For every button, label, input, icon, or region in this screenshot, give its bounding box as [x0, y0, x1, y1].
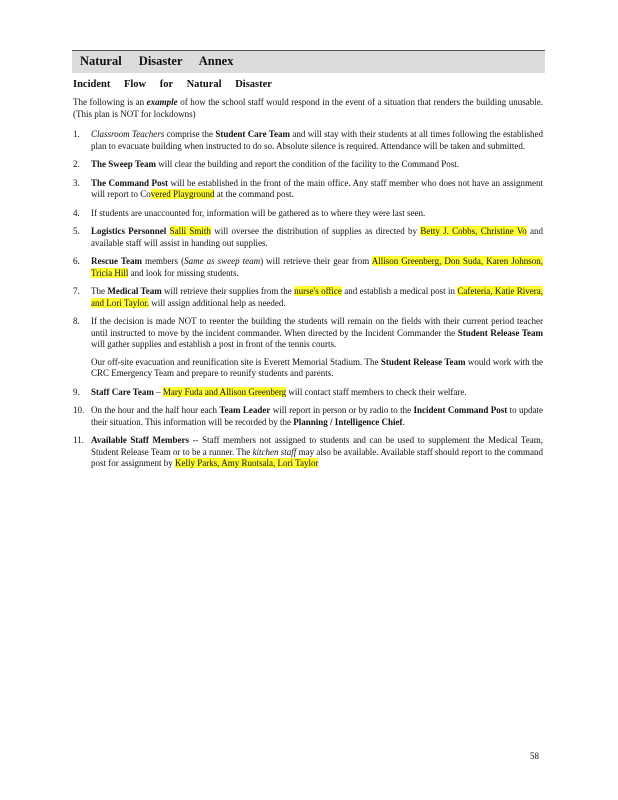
list-item: 8. If the decision is made NOT to reenter the building the students will remain on the fields with their current period teacher until instructed to move by the incident commander. When directed by the Incident Commander the Student Release Team will gather supplies and establish a post in front of the tennis courts. Our off-site evacuation and reunification site is Everett Memorial Stadium. The Student Release Team would work with the CRC Emergency Team and prepare to reunify students and parents. — [73, 316, 543, 378]
list-item: 7. The Medical Team will retrieve their supplies from the nurse's office and establish a medical post in Cafeteria, Katie Rivera, and Lori Taylor. will assign additional help as needed. — [73, 286, 543, 308]
list-item: 6. Rescue Team members (Same as sweep team) will retrieve their gear from Allison Greenberg, Don Suda, Karen Johnson, Tricia Hill and look for missing students. — [73, 256, 543, 278]
page-title: Natural Disaster Annex — [80, 54, 234, 68]
list-item: 10. On the hour and the half hour each Team Leader will report in person or by radio to the Incident Command Post to update their situation. This information will be recorded by the Planning / Intelligence Chief. — [73, 405, 543, 427]
title-banner — [72, 50, 545, 73]
list-item: 9. Staff Care Team – Mary Fuda and Allison Greenberg will contact staff members to check their welfare. — [73, 386, 467, 397]
offsite-evacuation-paragraph: Our off-site evacuation and reunification site is Everett Memorial Stadium. The Student Release Team would work with the CRC Emergency Team and prepare to reunify students and parents. — [91, 356, 543, 378]
list-item: 3. The Command Post will be established in the front of the main office. Any staff member who does not have an assignment will report to Covered Playground at the command post. — [73, 177, 543, 199]
page-number: 58 — [530, 751, 539, 761]
list-item: 11. Available Staff Members -- Staff members not assigned to students and can be used to supplement the Medical Team, Student Release Team or to be a runner. The kitchen staff may also be available. Available staff should report to the command post for assignment by Kelly Parks, Amy Ruotsala, Lori Taylor — [73, 435, 543, 468]
list-item: 1. Classroom Teachers comprise the Student Care Team and will stay with their students at all times following the established plan to evacuate building when instructed to do so. Absolute silence is required. Attendance will be taken and submitted. — [73, 129, 543, 151]
incident-steps-list — [73, 129, 543, 477]
section-subtitle: Incident Flow for Natural Disaster — [73, 79, 272, 90]
list-item: 2. The Sweep Team will clear the building and report the condition of the facility to the Command Post. — [73, 159, 459, 169]
list-item: 4. If students are unaccounted for, information will be gathered as to where they were last seen. — [73, 207, 426, 218]
intro-paragraph: The following is an example of how the school staff would respond in the event of a situation that renders the building unusable. (This plan is NOT for lockdowns) — [73, 97, 543, 119]
emphasis-example: example — [146, 97, 178, 107]
list-item: 5. Logistics Personnel Salli Smith will oversee the distribution of supplies as directed by Betty J. Cobbs, Christine Vo and available staff will assist in handing out supplies. — [73, 226, 543, 248]
